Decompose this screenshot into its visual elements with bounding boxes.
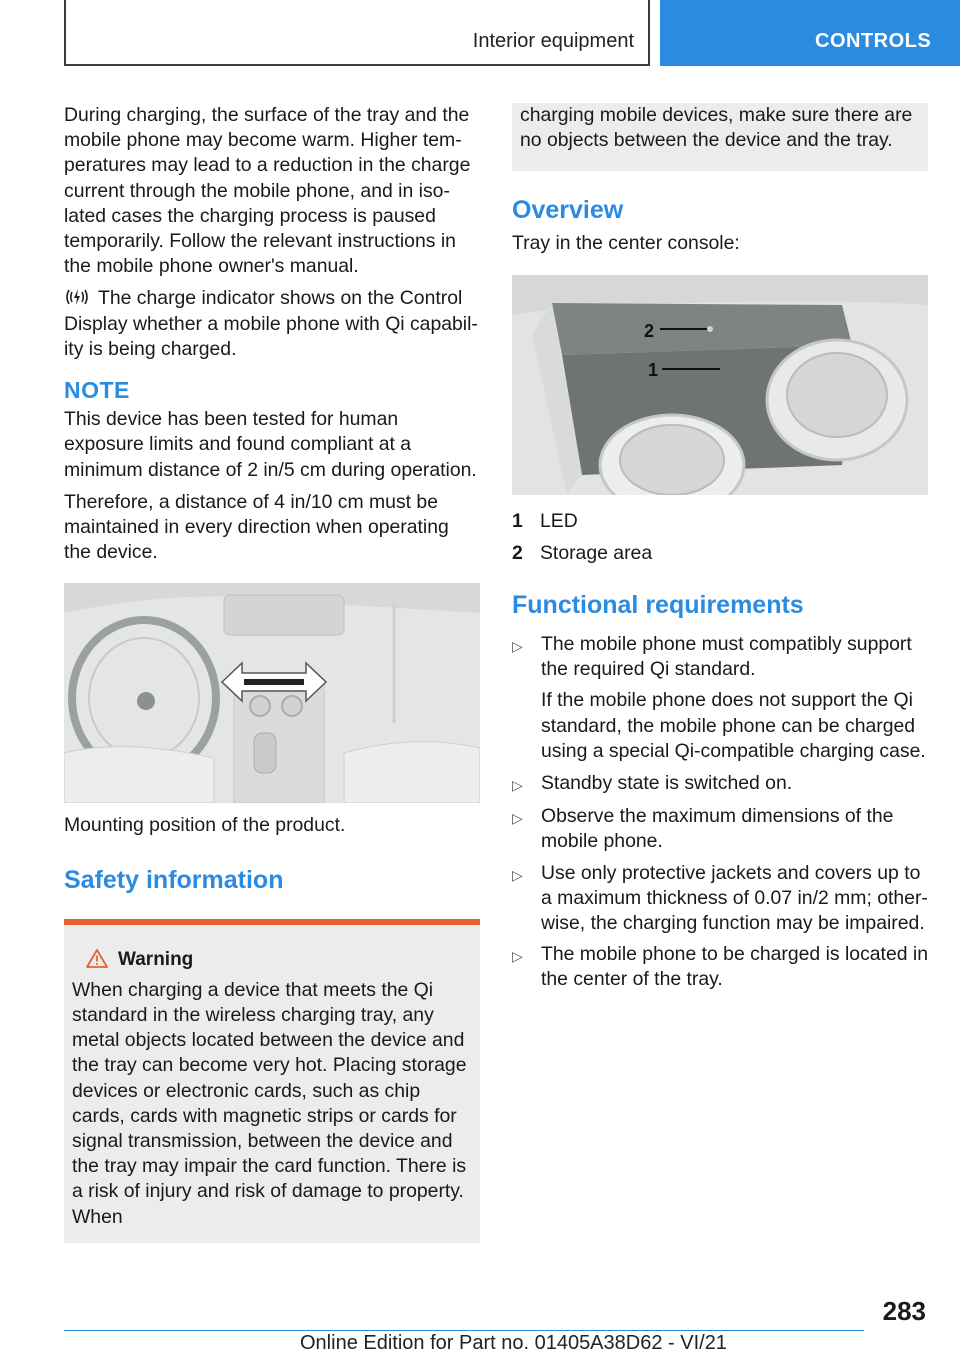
illustration-caption: Mounting position of the product. [64, 814, 346, 837]
note-paragraph-1: This device has been tested for human exposure limits and found compliant at a minimum distance of 2 in/5 cm during operation. [64, 408, 477, 481]
list-item-text: Standby state is switched on. [541, 772, 793, 795]
header-chapter-tab[interactable] [660, 0, 960, 66]
cockpit-drawing [64, 583, 480, 803]
list-item-text: The mobile phone to be charged is located in the center of the tray. [541, 943, 928, 991]
right-column [512, 103, 928, 999]
mounting-position-illustration [64, 583, 480, 803]
header-section-title: Interior equipment [472, 30, 634, 52]
bullet-triangle-icon: ▷ [512, 777, 523, 794]
bullet-triangle-icon: ▷ [512, 948, 523, 965]
list-item-text: Observe the maximum dimensions of the mobile phone. [541, 805, 894, 853]
warning-text: When charging a device that meets the Qi standard in the wireless charging tray, any metal objects located between the device and the tray can become very hot. Placing storage devices or electronic cards, such as chip cards, cards with magnetic strips or cards for signal transmission, between the device and the tray may impair the card function. There is a risk of injury and risk of damage to property. When [72, 978, 467, 1228]
warning-title: Warning [118, 948, 194, 970]
legend-number: 1 [512, 509, 523, 532]
list-item [512, 861, 928, 937]
safety-heading: Safety information [64, 865, 284, 894]
legend-number: 2 [512, 541, 523, 564]
overview-subtitle: Tray in the center console: [512, 232, 740, 255]
warning-triangle-icon [86, 949, 108, 968]
legend-item [512, 509, 928, 534]
list-item-text: The mobile phone must compatibly support the required Qi standard. [541, 633, 912, 681]
note-paragraph-2: Therefore, a distance of 4 in/10 cm must be maintained in every direction when operating the device. [64, 490, 449, 564]
callout-label-2: 2 [644, 320, 655, 341]
tray-drawing [512, 275, 928, 495]
list-item [512, 632, 928, 682]
warning-title-row [72, 947, 472, 972]
note-heading: NOTE [64, 377, 130, 404]
left-column [64, 103, 480, 1243]
warning-continuation-box [512, 103, 928, 171]
overview-heading: Overview [512, 196, 624, 225]
charge-indicator-icon [64, 287, 90, 307]
bullet-triangle-icon: ▷ [512, 866, 523, 883]
footer-rule [64, 1330, 864, 1331]
warning-box [64, 919, 480, 1243]
header-chapter-title: CONTROLS [815, 30, 932, 52]
list-item [512, 771, 928, 798]
center-console-tray-illustration [512, 275, 928, 495]
footer-edition: Online Edition for Part no. 01405A38D62 - VI/21 [300, 1332, 727, 1354]
list-item [512, 804, 928, 854]
warning-continuation-text: charging mobile devices, make sure there are no objects between the device and the tray. [520, 104, 913, 152]
list-item [512, 942, 928, 992]
header-section-box [64, 0, 650, 66]
legend-text: LED [540, 509, 578, 532]
list-item-subtext: If the mobile phone does not support the Qi standard, the mobile phone can be charged using a special Qi-compatible charging case. [541, 689, 926, 762]
charge-indicator-text: The charge indicator shows on the Control Display whether a mobile phone with Qi capability is being charged. [64, 287, 478, 360]
charge-indicator-paragraph [64, 286, 480, 362]
bullet-triangle-icon: ▷ [512, 638, 523, 655]
bullet-triangle-icon: ▷ [512, 810, 523, 827]
callout-label-1: 1 [648, 359, 659, 380]
functional-requirements-heading: Functional requirements [512, 591, 804, 620]
legend-item [512, 541, 928, 566]
list-item-text: Use only protective jackets and covers up to a maximum thickness of 0.07 in/2 mm; otherwise, the charging function may be impaired. [541, 861, 928, 935]
legend-text: Storage area [540, 541, 653, 564]
charging-warm-paragraph: During charging, the surface of the tray and the mobile phone may become warm. Higher temperatures may lead to a reduction in the charge current through the mobile phone, and in isolated cases the charging process is paused temporarily. Follow the relevant instructions in the mobile phone owner's manual. [64, 104, 471, 278]
page-number: 283 [882, 1296, 926, 1326]
